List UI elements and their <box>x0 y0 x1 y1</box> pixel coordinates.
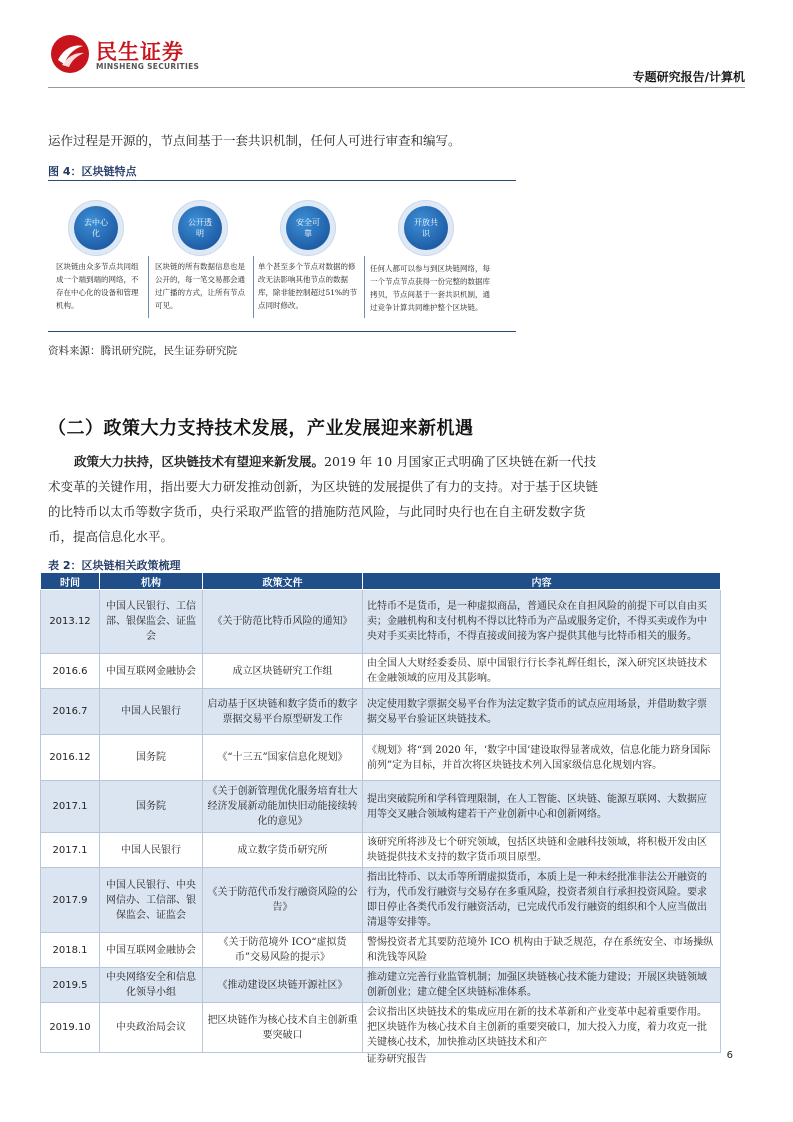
feature-desc-transparent: 区块链的所有数据信息也是公开的，每一笔交易都会通过广播的方式，让所有节点可见。 <box>155 262 245 310</box>
table-header-row <box>41 573 721 590</box>
intro-paragraph: 运作过程是开源的，节点间基于一套共识机制，任何人可进行审查和编写。 <box>48 133 461 148</box>
header-divider <box>48 87 745 88</box>
cell-doc: 《推动建设区块链开源社区》 <box>203 968 363 1003</box>
cell-org: 中国人民银行、工信部、银保监会、证监会 <box>100 590 203 654</box>
cell-org: 中国人民银行 <box>100 689 203 735</box>
cell-org: 中国互联网金融协会 <box>100 933 203 968</box>
report-type: 专题研究报告/计算机 <box>632 70 745 84</box>
section-body: 2019 年 10 月国家正式明确了区块链在新一代技术变革的关键作用，指出要大力研发推动创新，为区块链的发展提供了有力的支持。对于基于区块链的比特币以太币等数字货币，央行采取严监管的措施防范风险，与此同时央行也在自主研发数字货币，提高信息化水平。 <box>48 454 599 544</box>
cell-date: 2019.10 <box>41 1003 100 1053</box>
table-row <box>41 590 721 654</box>
company-logo <box>50 34 210 74</box>
header-date: 时间 <box>41 573 100 590</box>
figure-bottom-rule <box>48 331 516 332</box>
figure-title: 图 4：区块链特点 <box>48 165 137 178</box>
cell-org: 国务院 <box>100 735 203 781</box>
table-row <box>41 1003 721 1053</box>
table-row <box>41 868 721 933</box>
cell-date: 2016.6 <box>41 654 100 689</box>
cell-org: 中国互联网金融协会 <box>100 654 203 689</box>
cell-date: 2017.1 <box>41 833 100 868</box>
cell-content: 指出比特币、以太币等所谓虚拟货币，本质上是一种未经批准非法公开融资的行为，代币发行融资与交易存在多重风险，投资者须自行承担投资风险。要求即日停止各类代币发行融资活动，已完成代币发行融资的组织和个人应当做出清退等安排等。 <box>363 868 721 933</box>
cell-org: 中国人民银行 <box>100 833 203 868</box>
cell-date: 2016.7 <box>41 689 100 735</box>
header-doc: 政策文件 <box>203 573 363 590</box>
cell-date: 2017.9 <box>41 868 100 933</box>
cell-org: 中国人民银行、中央网信办、工信部、银保监会、证监会 <box>100 868 203 933</box>
logo-chinese-name: 民生证券 <box>96 40 184 64</box>
logo-mark-icon <box>50 34 90 74</box>
cell-content: 决定使用数字票据交易平台作为法定数字货币的试点应用场景，并借助数字票据交易平台验证区块链技术。 <box>363 689 721 735</box>
cell-doc: 《关于防范境外 ICO“虚拟货币”交易风险的提示》 <box>203 933 363 968</box>
table-row <box>41 781 721 833</box>
feature-desc-consensus: 任何人都可以参与到区块链网络，每一个节点节点获得一份完整的数据库拷贝，节点间基于一套共识机制，通过竞争计算共同维护整个区块链。 <box>370 264 490 312</box>
cell-doc: 成立区块链研究工作组 <box>203 654 363 689</box>
cell-content: 该研究所将涉及七个研究领域，包括区块链和金融科技领域，将积极开发由区块链提供技术支持的数字货币项目原型。 <box>363 833 721 868</box>
feature-circle-secure: 安全可靠 <box>286 206 330 250</box>
cell-content: 会议指出区块链技术的集成应用在新的技术革新和产业变革中起着重要作用。把区块链作为核心技术自主创新的重要突破口，加大投入力度，着力攻克一批关键核心技术，加快推动区块链技术和产 <box>363 1003 721 1053</box>
logo-english-name: MINSHENG SECURITIES <box>96 62 200 71</box>
cell-content: 《规划》将“到 2020 年，‘数字中国’建设取得显著成效，信息化能力跻身国际前列”定为目标，并首次将区块链技术列入国家级信息化规划内容。 <box>363 735 721 781</box>
footer-label: 证券研究报告 <box>366 1054 427 1065</box>
table-row <box>41 689 721 735</box>
figure-source: 资料来源：腾讯研究院，民生证券研究院 <box>48 345 237 357</box>
cell-doc: 启动基于区块链和数字货币的数字票据交易平台原型研发工作 <box>203 689 363 735</box>
cell-date: 2018.1 <box>41 933 100 968</box>
feature-circle-decentralized: 去中心化 <box>74 206 118 250</box>
cell-content: 比特币不是货币，是一种虚拟商品，普通民众在自担风险的前提下可以自由买卖；金融机构和支付机构不得以比特币为产品或服务定价，不得买卖或作为中央对手买卖比特币，不得直接或间接为客户提供其他与比特币相关的服务。 <box>363 590 721 654</box>
cell-doc: 《关于防范代币发行融资风险的公告》 <box>203 868 363 933</box>
table-row <box>41 968 721 1003</box>
feature-divider <box>148 256 149 318</box>
cell-doc: 《“十三五”国家信息化规划》 <box>203 735 363 781</box>
cell-doc: 《关于防范比特币风险的通知》 <box>203 590 363 654</box>
feature-circle-consensus: 开放共识 <box>404 206 448 250</box>
cell-date: 2019.5 <box>41 968 100 1003</box>
cell-doc: 《关于创新管理优化服务培育壮大经济发展新动能加快旧动能接续转化的意见》 <box>203 781 363 833</box>
table-row <box>41 735 721 781</box>
cell-date: 2017.1 <box>41 781 100 833</box>
cell-doc: 把区块链作为核心技术自主创新重要突破口 <box>203 1003 363 1053</box>
header-content: 内容 <box>363 573 721 590</box>
feature-divider <box>364 256 365 318</box>
section-title: （二）政策大力支持技术发展，产业发展迎来新机遇 <box>48 418 474 439</box>
cell-date: 2016.12 <box>41 735 100 781</box>
cell-org: 中央政治局会议 <box>100 1003 203 1053</box>
cell-org: 中央网络安全和信息化领导小组 <box>100 968 203 1003</box>
table-title: 表 2：区块链相关政策梳理 <box>48 559 181 572</box>
table-row <box>41 833 721 868</box>
cell-org: 国务院 <box>100 781 203 833</box>
feature-desc-decentralized: 区块链由众多节点共同组成一个端到端的网络，不存在中心化的设备和管理机构。 <box>56 262 139 310</box>
policy-table <box>40 572 721 1053</box>
cell-content: 警惕投资者尤其要防范境外 ICO 机构由于缺乏规范，存在系统安全、市场操纵和洗钱等风险 <box>363 933 721 968</box>
cell-doc: 成立数字货币研究所 <box>203 833 363 868</box>
feature-desc-secure: 单个甚至多个节点对数据的修改无法影响其他节点的数据库，除非能控制超过51%的节点同时修改。 <box>258 262 358 310</box>
table-row <box>41 933 721 968</box>
table-row <box>41 654 721 689</box>
cell-content: 由全国人大财经委委员、原中国银行行长李礼辉任组长，深入研究区块链技术在金融领域的应用及其影响。 <box>363 654 721 689</box>
header-org: 机构 <box>100 573 203 590</box>
cell-date: 2013.12 <box>41 590 100 654</box>
figure-top-rule <box>48 180 516 181</box>
cell-content: 推动建立完善行业监管机制；加强区块链核心技术能力建设；开展区块链领域创新创业；建立健全区块链标准体系。 <box>363 968 721 1003</box>
section-lead: 政策大力扶持，区块链技术有望迎来新发展。 <box>74 454 325 469</box>
section-paragraph <box>48 449 608 549</box>
page-number: 6 <box>726 1050 733 1061</box>
feature-divider <box>253 256 254 318</box>
cell-content: 提出突破院所和学科管理限制，在人工智能、区块链、能源互联网、大数据应用等交叉融合领域构建若干产业创新中心和创新网络。 <box>363 781 721 833</box>
feature-circle-transparent: 公开透明 <box>178 206 222 250</box>
